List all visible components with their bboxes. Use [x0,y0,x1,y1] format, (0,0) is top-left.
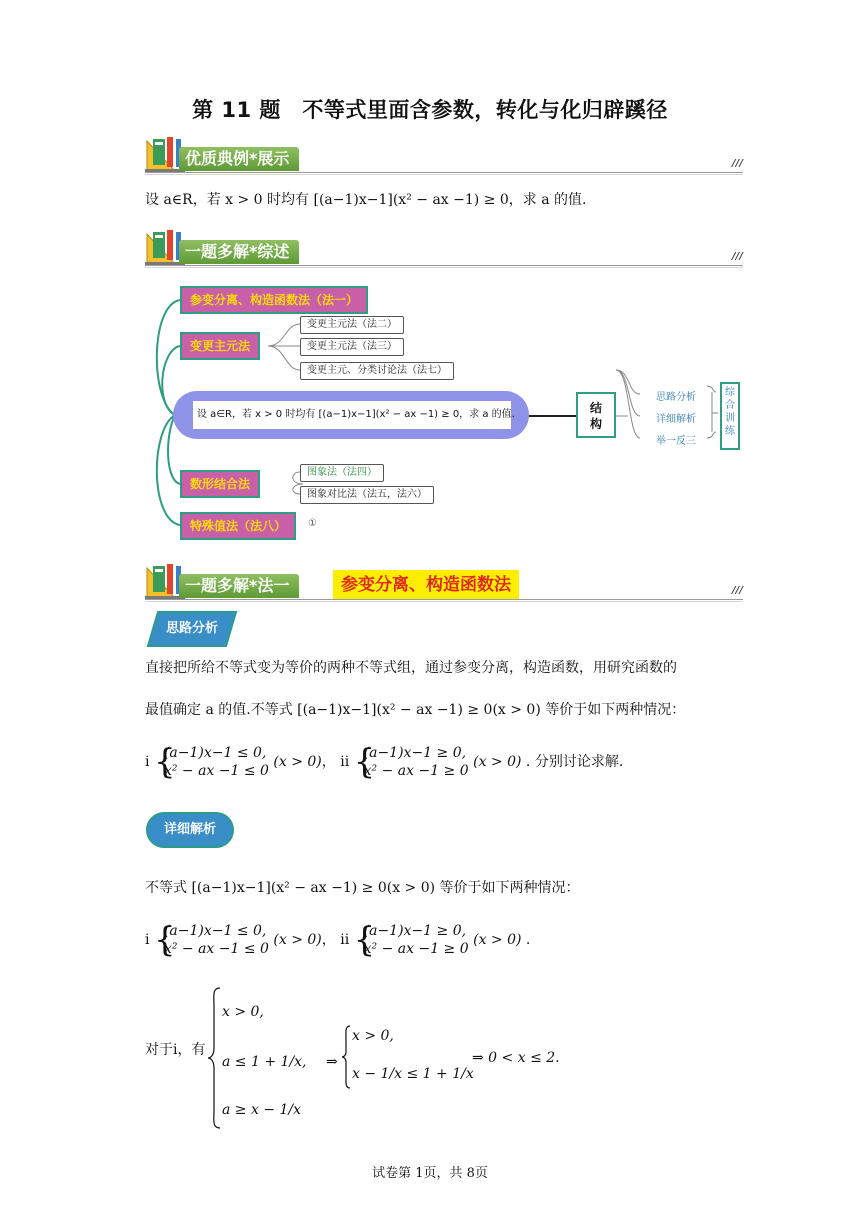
section-banner-method1 [145,562,743,602]
solution-tail: . [525,932,531,948]
banner-slashes: /// [732,251,743,262]
banner-slashes: /// [732,585,743,596]
solution-pill: 详细解析 [163,822,216,837]
problem-statement: 设 a∈R，若 x > 0 时均有 [(a−1)x−1](x² − ax −1) ≥ 0，求 a 的值. [145,192,587,208]
banner-label: 一题多解*综述 [179,240,299,264]
sub-graph-4: 图象法（法四） [300,464,384,482]
sys1-row2: x² − ax −1 ≤ 0 [163,763,269,779]
banner-label: 一题多解*法一 [179,574,299,598]
structure-node [576,392,616,438]
big-row-3: a ≥ x − 1/x [222,1102,302,1118]
right-item-extension: 举一反三 [656,436,696,447]
cond-2b: (x > 0) [473,932,522,948]
right-item-analysis: 思路分析 [656,392,696,403]
marker-circle: ① [308,518,317,529]
case-i-label: i [145,754,150,770]
mindmap-center [173,391,529,439]
sys1-row1: (a−1)x−1 ≤ 0, [163,745,267,761]
right-item-solution: 详细解析 [656,414,696,425]
sub-graph-56: 图象对比法（法五，法六） [300,486,434,504]
mid-brace [340,1024,352,1090]
sys1b-row1: (a−1)x−1 ≤ 0, [163,923,267,939]
structure-label: 结构 [589,401,602,431]
banner-slashes: /// [732,158,743,169]
branch-graph: 数形结合法 [180,470,260,498]
banner-label: 优质典例*展示 [179,147,299,171]
case-ii-label: ii [340,754,350,770]
analysis-line-1: 直接把所给不等式变为等价的两种不等式组，通过参变分离，构造函数，用研究函数的 [145,660,677,676]
branch-separation: 参变分离、构造函数法（法一） [180,286,368,314]
solution-line-1: 不等式 [(a−1)x−1](x² − ax −1) ≥ 0(x > 0) 等价于如下两种情况： [145,880,580,896]
analysis-line-2: 最值确定 a 的值.不等式 [(a−1)x−1](x² − ax −1) ≥ 0(x > 0) 等价于如下两种情况： [145,702,686,718]
big-row-2: a ≤ 1 + 1/x, [222,1054,307,1070]
branch-main-variable: 变更主元法 [180,332,260,360]
sub-main-var-2: 变更主元法（法二） [300,316,404,334]
comprehensive-training-label: 综合训练 [725,387,735,437]
cond-2: (x > 0) [473,754,522,770]
sys2-row1: (a−1)x−1 ≥ 0, [363,745,467,761]
page-title: 第 11 题 不等式里面含参数，转化与化归辟蹊径 [192,98,668,122]
comprehensive-training-box [720,382,740,450]
sys2b-row1: (a−1)x−1 ≥ 0, [363,923,467,939]
case-i-result: ⇒ 0 < x ≤ 2. [472,1050,560,1066]
system-2: { (a−1)x−1 ≥ 0, x² − ax −1 ≥ 0 [353,742,469,782]
sys2b-row2: x² − ax −1 ≥ 0 [363,941,469,957]
solution-cases: i { (a−1)x−1 ≤ 0, x² − ax −1 ≤ 0 (x > 0)， ii { (a−1)x−1 ≥ 0, x² − ax −1 ≥ 0 (x > 0) . [145,920,531,960]
section-banner-example [145,135,743,175]
implies-arrow: ⇒ [326,1054,338,1070]
analysis-tail: . 分别讨论求解. [525,754,624,770]
mid-row-2: x − 1/x ≤ 1 + 1/x [352,1066,474,1082]
section-banner-overview [145,228,743,268]
system-1: { (a−1)x−1 ≤ 0, x² − ax −1 ≤ 0 [153,742,269,782]
page-footer: 试卷第 1页，共 8页 [372,1166,488,1181]
sub-main-var-7: 变更主元、分类讨论法（法七） [300,362,454,380]
case-ii-label: ii [340,932,350,948]
analysis-cases: i { (a−1)x−1 ≤ 0, x² − ax −1 ≤ 0 (x > 0)， ii { (a−1)x−1 ≥ 0, x² − ax −1 ≥ 0 (x > 0) . 分别讨论求解. [145,742,624,782]
sys1b-row2: x² − ax −1 ≤ 0 [163,941,269,957]
system-2b: { (a−1)x−1 ≥ 0, x² − ax −1 ≥ 0 [353,920,469,960]
sub-main-var-3: 变更主元法（法三） [300,338,404,356]
system-1b: { (a−1)x−1 ≤ 0, x² − ax −1 ≤ 0 [153,920,269,960]
cond-1: (x > 0) [273,754,322,770]
cond-1b: (x > 0) [273,932,322,948]
mid-row-1: x > 0, [352,1028,394,1044]
analysis-pill: 思路分析 [165,621,218,636]
center-problem-text: 设 a∈R，若 x > 0 时均有 [(a−1)x−1](x² − ax −1) ≥ 0，求 a 的值. [193,401,511,429]
branch-special-value: 特殊值法（法八） [180,512,296,540]
sys2-row2: x² − ax −1 ≥ 0 [363,763,469,779]
for-case-i-label: 对于i，有 [145,1042,206,1058]
case-i-label: i [145,932,150,948]
method-title: 参变分离、构造函数法 [333,570,519,600]
big-brace [206,986,222,1130]
big-row-1: x > 0, [222,1004,264,1020]
